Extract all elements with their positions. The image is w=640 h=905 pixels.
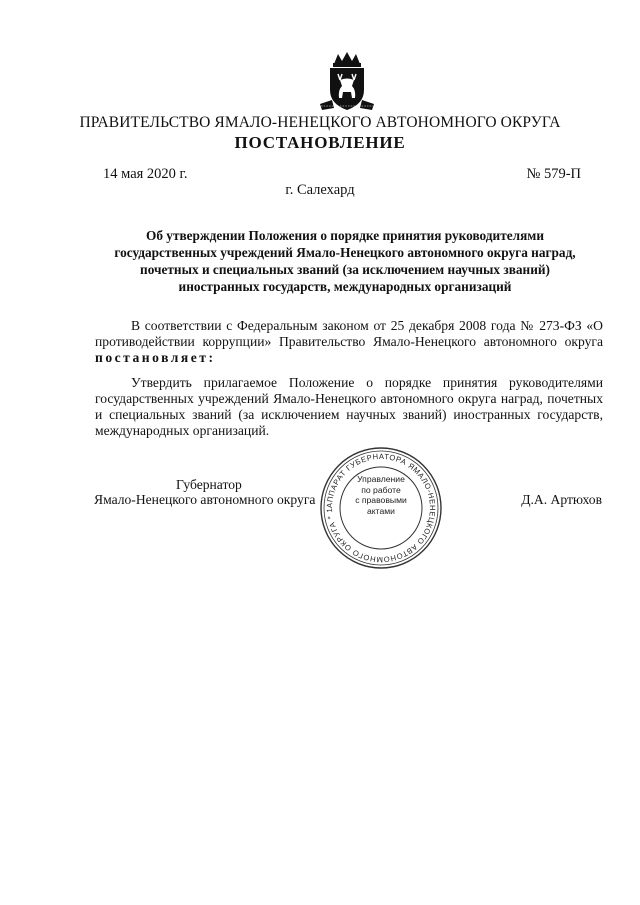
decree-date: 14 мая 2020 г. (103, 166, 188, 182)
resolves-word: постановляет: (95, 350, 216, 365)
paragraph-preamble (95, 318, 603, 366)
decree-city: г. Салехард (285, 182, 355, 198)
decree-title: Об утверждении Положения о порядке принятия руководителями государственных учреждений Ямало-Ненецкого автономного округа наград, почетных и специальных званий (за исключением научных званий) иностранных государств, международных организаций (114, 228, 576, 294)
stamp-line-4: актами (367, 505, 395, 516)
stamp-line-3: с правовыми (355, 495, 407, 505)
stamp-line-1: Управление (357, 474, 405, 484)
coat-of-arms-emblem (316, 50, 378, 114)
government-name: ПРАВИТЕЛЬСТВО ЯМАЛО-НЕНЕЦКОГО АВТОНОМНОГО ОКРУГА (79, 114, 561, 131)
decree-number: № 579-П (526, 166, 581, 182)
paragraph-resolution: Утвердить прилагаемое Положение о порядке принятия руководителями государственных учреждений Ямало-Ненецкого автономного округа наград, почетных и специальных званий (за исключением научных званий) иностранных государств, международных организаций. (95, 375, 603, 438)
document-type: ПОСТАНОВЛЕНИЕ (234, 133, 406, 152)
signatory-position-region: Ямало-Ненецкого автономного округа (94, 492, 316, 507)
stamp-line-2: по работе (361, 484, 401, 495)
stamp-center-text (339, 474, 423, 516)
signatory-position: Губернатор (176, 477, 242, 492)
paragraph-preamble-text: В соответствии с Федеральным законом от 25 декабря 2008 года № 273-ФЗ «О противодействии коррупции» Правительство Ямало-Ненецкого автономного округа (95, 318, 603, 349)
stamp-ring-text: АППАРАТ ГУБЕРНАТОРА ЯМАЛО-НЕНЕЦКОГО АВТОНОМНОГО ОКРУГА * 1 (324, 451, 438, 565)
signatory-name: Д.А. Артюхов (521, 492, 602, 507)
